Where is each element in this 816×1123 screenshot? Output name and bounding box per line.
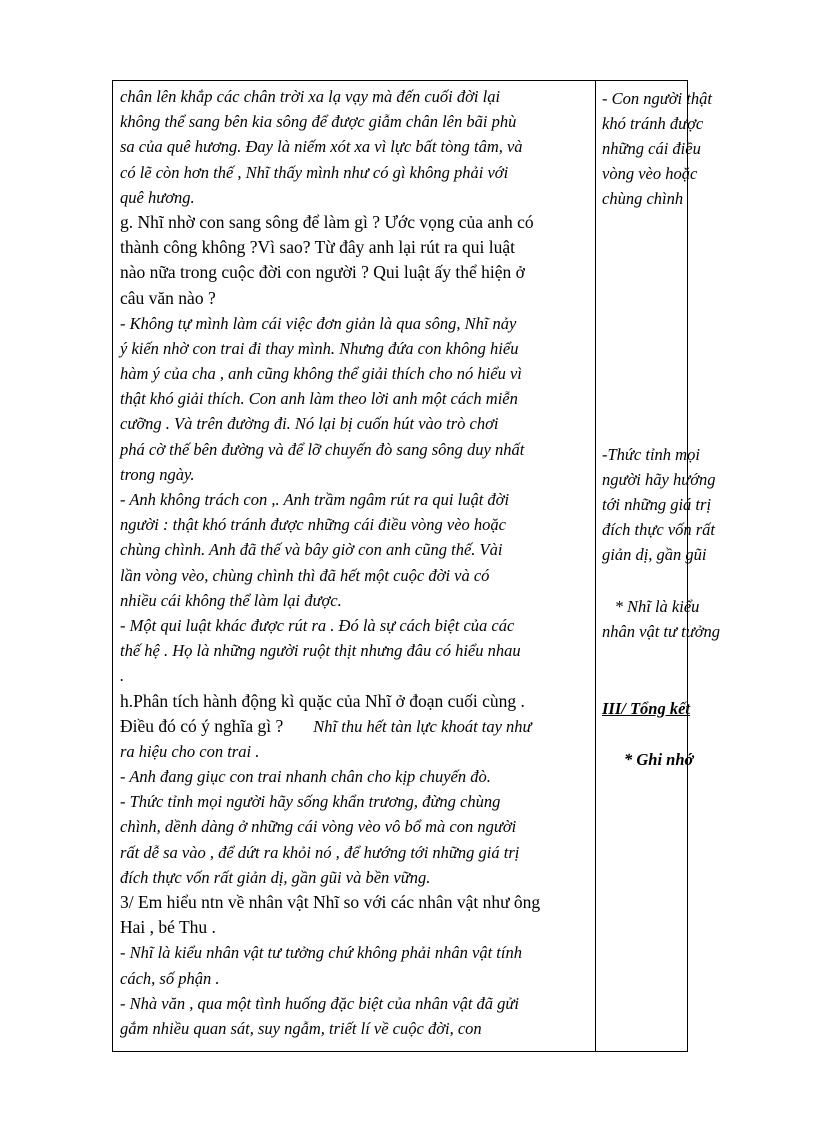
- note-line: nhân vật tư tưởng: [602, 622, 721, 641]
- text-line: - Nhà văn , qua một tình huống đặc biệt của nhân vật đã gửi: [120, 993, 519, 1013]
- memo-label: * Ghi nhớ: [624, 750, 694, 769]
- text-line: ra hiệu cho con trai .: [120, 741, 260, 761]
- question-fragment: Điều đó có ý nghĩa gì ?: [120, 715, 284, 736]
- text-line: lần vòng vèo, chùng chình thì đã hết một cuộc đời và có: [120, 565, 490, 585]
- text-line: - Thức tỉnh mọi người hãy sống khẩn trương, đừng chùng: [120, 792, 501, 812]
- question-line: Hai , bé Thu .: [120, 917, 216, 938]
- text-line: - Anh đang giục con trai nhanh chân cho kịp chuyến đò.: [120, 767, 491, 787]
- answer-fragment: Nhĩ thu hết tàn lực khoát tay như: [313, 716, 532, 736]
- question-line: câu văn nào ?: [120, 287, 216, 308]
- note-line: khó tránh được: [602, 114, 704, 133]
- note-line: - Con người thật: [602, 89, 712, 108]
- text-line: hàm ý của cha , anh cũng không thể giải thích cho nó hiểu vì: [120, 364, 522, 384]
- question-line: h.Phân tích hành động kì quặc của Nhĩ ở đoạn cuối cùng .: [120, 690, 525, 711]
- text-line: - Nhĩ là kiểu nhân vật tư tưởng chứ không phải nhân vật tính: [120, 943, 522, 963]
- note-line: * Nhĩ là kiểu: [614, 597, 700, 616]
- text-line: chùng chình. Anh đã thế và bây giờ con anh cũng thế. Vài: [120, 540, 503, 560]
- text-line: chân lên khắp các chân trời xa lạ vạy mà đến cuối đời lại: [120, 87, 501, 106]
- text-line: - Một qui luật khác được rút ra . Đó là sự cách biệt của các: [120, 615, 515, 635]
- text-line: sa của quê hương. Đay là niếm xót xa vì lực bất tòng tâm, và: [120, 137, 523, 157]
- text-line: gắm nhiều quan sát, suy ngẫm, triết lí về cuộc đời, con: [120, 1018, 482, 1038]
- note-line: tới những giá trị: [602, 495, 712, 514]
- text-line: - Không tự mình làm cái việc đơn giản là qua sông, Nhĩ nảy: [120, 313, 517, 333]
- text-line: đích thực vốn rất giản dị, gần gũi và bền vững.: [120, 867, 431, 887]
- note-line: -Thức tỉnh mọi: [602, 445, 700, 464]
- note-line: giản dị, gần gũi: [602, 545, 707, 564]
- text-line: trong ngày.: [120, 464, 195, 484]
- text-line: không thể sang bên kia sông để được giẫm chân lên bãi phù: [120, 112, 517, 132]
- note-line: người hãy hướng: [602, 470, 716, 489]
- question-line: thành công không ?Vì sao? Từ đây anh lại rút ra qui luật: [120, 237, 516, 258]
- text-line: .: [120, 666, 125, 686]
- text-line: thế hệ . Họ là những người ruột thịt nhưng đâu có hiểu nhau: [120, 641, 521, 661]
- question-line: nào nữa trong cuộc đời con người ? Qui luật ấy thể hiện ở: [120, 262, 525, 283]
- text-line: rất dễ sa vào , để dứt ra khỏi nó , để hướng tới những giá trị: [120, 842, 520, 862]
- text-line: phá cờ thế bên đường và để lỡ chuyến đò sang sông duy nhất: [120, 439, 525, 459]
- text-line: ý kiến nhờ con trai đi thay mình. Nhưng đứa con không hiểu: [120, 338, 519, 358]
- note-line: đích thực vốn rất: [602, 520, 716, 539]
- note-line: vòng vèo hoặc: [602, 164, 698, 183]
- column-divider: [595, 81, 596, 1051]
- text-line: có lẽ còn hơn thế , Nhĩ thấy mình như có gì không phải với: [120, 162, 509, 182]
- mixed-line: [120, 714, 590, 739]
- note-line: những cái điều: [602, 139, 701, 158]
- question-line: g. Nhĩ nhờ con sang sông để làm gì ? Ước vọng của anh có: [120, 211, 534, 232]
- text-line: thật khó giải thích. Con anh làm theo lời anh một cách miễn: [120, 389, 518, 409]
- content-table: [112, 80, 721, 1052]
- text-line: cưỡng . Và trên đường đi. Nó lại bị cuốn hút vào trò chơi: [120, 414, 499, 434]
- question-line: 3/ Em hiểu ntn về nhân vật Nhĩ so với các nhân vật như ông: [120, 892, 541, 912]
- left-column: [120, 84, 590, 1041]
- text-line: cách, số phận .: [120, 968, 220, 988]
- text-line: - Anh không trách con ,. Anh trầm ngâm rút ra qui luật đời: [120, 490, 510, 509]
- note-line: chùng chình: [602, 189, 684, 208]
- text-line: người : thật khó tránh được những cái điều vòng vèo hoặc: [120, 515, 506, 535]
- summary-heading: III/ Tổng kết: [602, 699, 691, 718]
- text-line: quê hương.: [120, 187, 195, 207]
- text-line: nhiều cái không thể làm lại được.: [120, 590, 342, 610]
- text-line: chình, dềnh dàng ở những cái vòng vèo vô bổ mà con người: [120, 817, 517, 837]
